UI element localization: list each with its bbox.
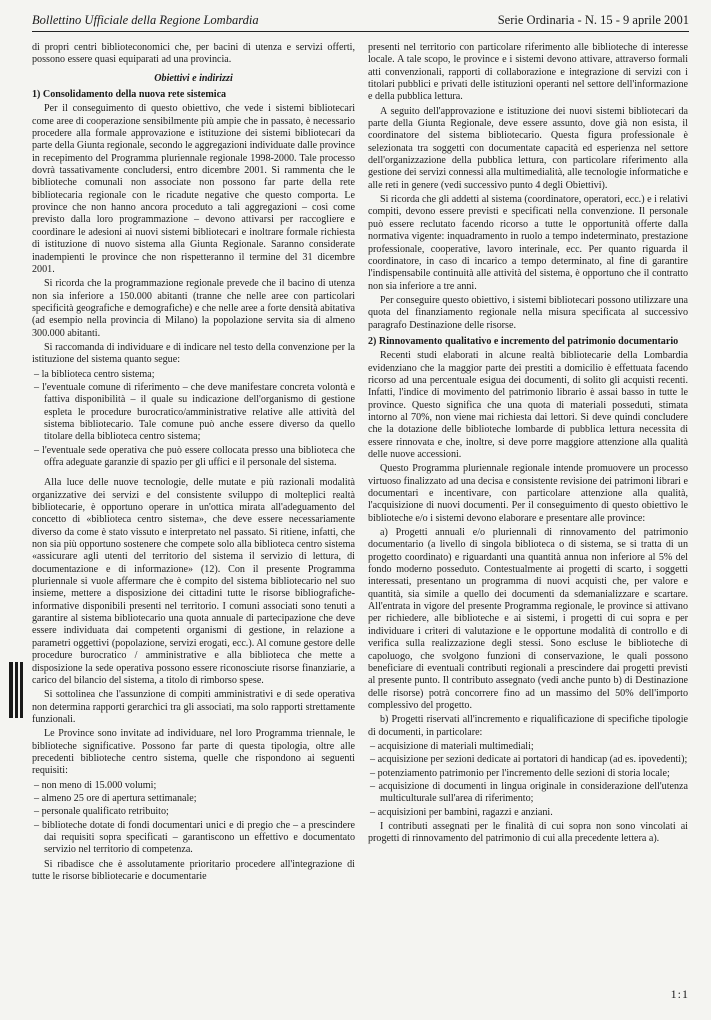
requirements-list bbox=[32, 780, 355, 857]
publication-title: Bollettino Ufficiale della Regione Lombardia bbox=[32, 13, 259, 27]
list-item: – acquisizione di materiali multimediali; bbox=[368, 741, 688, 753]
header-rule bbox=[32, 31, 689, 32]
paragraph: Si ricorda che la programmazione regionale prevede che il bacino di utenza non sia inferiore a 150.000 abitanti (tranne che nelle aree con particolari specificità geografiche e demografiche) e che nelle aree a forte densità abitativa (ad esempio nella provincia di Milano) la popolazione servita sia di almeno 300.000 abitanti. bbox=[32, 278, 355, 339]
list-item: – acquisizione per sezioni dedicate ai portatori di handicap (ad es. ipovedenti); bbox=[368, 754, 688, 766]
convention-list bbox=[32, 369, 355, 470]
list-item: – la biblioteca centro sistema; bbox=[32, 369, 355, 381]
section-heading: 1) Consolidamento della nuova rete sistemica bbox=[32, 89, 227, 101]
list-item: – l'eventuale sede operativa che può essere collocata presso una biblioteca che offra adeguate garanzie di spazio per gli uffici e il personale del sistema. bbox=[32, 445, 355, 470]
paragraph: Per il conseguimento di questo obiettivo, che vede i sistemi bibliotecari come aree di cooperazione sensibilmente più ampie che in passato, è necessario procedere alla formale approvazione e istituzione dei sistemi bibliotecari da parte della Giunta regionale, secondo le aggregazioni individuate dalle province in recepimento del Programma pluriennale regionale 1998-2000. Tale processo dovrà tassativamente concludersi, entro dicembre 2001. Si rammenta che le biblioteche comunali non associate non possono far parte della rete bibliotecaria regionale con le ricadute negative che questo comporta. Le province che non hanno ancora proceduto a tali aggregazioni – così come previsto dalla loro programmazione – devono attivarsi per raccogliere e coordinare le adesioni ai nuovi sistemi bibliotecari e inoltrare formale richiesta di istituzione di nuovo sistema alla Giunta Regionale. Saranno considerate inadempienti le province che non rispetteranno il termine del 31 dicembre 2001. bbox=[32, 103, 355, 275]
page-header bbox=[32, 10, 689, 32]
list-item: – acquisizione di documenti in lingua originale in considerazione dell'utenza multiculturale sull'area di riferimento; bbox=[368, 781, 688, 806]
list-item: – biblioteche dotate di fondi documentari unici e di pregio che – a prescindere dai requisiti sopra specificati – garantiscono un effettivo e documentato servizio nel territorio di competenza. bbox=[32, 820, 355, 857]
paragraph: A seguito dell'approvazione e istituzione dei nuovi sistemi bibliotecari da parte della Giunta Regionale, deve essere assunto, dove già non esista, il coordinatore del sistema bibliotecario. Questa figura professionale è selezionata tra soggetti con documentate capacità ed esperienza nel settore dell'organizzazione della pubblica lettura, con particolare riferimento alla gestione dei servizi connessi alla multimedialità, alle tecnologie informatiche e alle reti in genere (vedi successivo punto 4 degli Obiettivi). bbox=[368, 105, 688, 191]
list-item: – l'eventuale comune di riferimento – che deve manifestare concreta volontà e fattiva disponibilità – il quale su indicazione dell'organismo di gestione espleta le procedure burocratico/amministrative relative alle attività del sistema bibliotecario. Tale comune può anche essere diverso da quello titolare della biblioteca centro sistema; bbox=[32, 382, 355, 444]
paragraph: Si raccomanda di individuare e di indicare nel testo della convenzione per la istituzione del sistema quanto segue: bbox=[32, 341, 355, 366]
list-item: – almeno 25 ore di apertura settimanale; bbox=[32, 793, 355, 805]
section-subtitle: Obiettivi e indirizzi bbox=[154, 72, 233, 84]
section-heading: 2) Rinnovamento qualitativo e incremento del patrimonio documentario bbox=[368, 335, 679, 347]
paragraph: Recenti studi elaborati in alcune realtà bibliotecarie della Lombardia evidenziano che la maggior parte dei prestiti a domicilio è effettuata facendo ricorso ad una percentuale esigua dei documenti, di solito gli acquisti recenti. Infatti, l'indice di movimento del patrimonio librario è assai basso in tutte le province. Questo significa che una quota di materiali posseduti, stimata intorno al 70%, non viene mai richiesta dai lettori. Si deve quindi concludere che la dotazione delle biblioteche lombarde di pubblica lettura necessita di essere rinnovata e che, inoltre, si deve porre maggiore attenzione alla qualità delle nuove accessioni. bbox=[368, 350, 688, 460]
paragraph: presenti nel territorio con particolare riferimento alle biblioteche di interesse locale. A tale scopo, le province e i sistemi devono attivare, attraverso formali atti convenzionali, rapporti di collaborazione e integrazione di servizi con i titolari pubblici e privati delle istituzioni operanti nel settore dell'informazione e della pubblica lettura. bbox=[368, 42, 688, 103]
paragraph: Si ribadisce che è assolutamente prioritario procedere all'integrazione di tutte le risorse bibliotecarie e documentarie bbox=[32, 858, 355, 882]
list-item: – acquisizioni per bambini, ragazzi e anziani. bbox=[368, 807, 688, 819]
paragraph: di propri centri biblioteconomici che, per bacini di utenza e servizi offerti, possono essere quasi equiparati ad una provincia. bbox=[32, 42, 355, 66]
page-number: 1:1 bbox=[670, 987, 689, 1001]
paragraph-item-b: b) Progetti riservati all'incremento e riqualificazione di specifiche tipologie di documenti, in particolare: bbox=[368, 714, 688, 738]
paragraph: Per conseguire questo obiettivo, i sistemi bibliotecari possono utilizzare una quota del finanziamento regionale nella misura specificata al successivo paragrafo Destinazione delle risorse. bbox=[368, 294, 688, 331]
left-column bbox=[32, 42, 355, 885]
list-item: – potenziamento patrimonio per l'incremento delle sezioni di storia locale; bbox=[368, 768, 688, 780]
right-column bbox=[368, 42, 688, 848]
issue-info: Serie Ordinaria - N. 15 - 9 aprile 2001 bbox=[497, 13, 689, 27]
list-item: – non meno di 15.000 volumi; bbox=[32, 780, 355, 792]
paragraph: Si ricorda che gli addetti al sistema (coordinatore, operatori, ecc.) e i relativi compiti, devono essere previsti e specificati nella convenzione. Il personale può essere reclutato facendo ricorso a tutte le opportunità offerte dalla normativa vigente: inquadramento in ruolo a tempo indeterminato, prestazione professionale, cooperative, lavoro interinale, ecc. Per quanto riguarda il coordinatore, in caso di incarico a tempo determinato, al fine di garantire l'indispensabile continuità alle attività del sistema, è opportuno che il contratto non sia inferiore a tre anni. bbox=[368, 194, 689, 292]
paragraph: Questo Programma pluriennale regionale intende promuovere un processo virtuoso finalizzato ad una decisa e consistente revisione dei patrimoni librari e documentari e incentivare, con particolare attenzione alla qualità, l'acquisizione di nuovi documenti. Per il conseguimento di questo obiettivo le biblioteche e/o i sistemi devono elaborare e presentare alle province: bbox=[368, 463, 688, 524]
paragraph: Alla luce delle nuove tecnologie, delle mutate e più razionali modalità organizzative dei servizi e del consistente sviluppo di molteplici realtà bibliotecarie, è opportuno operare in un'ottica mirata all'adeguamento del concetto di «biblioteca centro sistema», che deve essere necessariamente diverso da come è stato vissuto e interpretato nel passato. Si ritiene, infatti, che non sia più opportuno sostenere che compete solo alla biblioteca centro sistema «assicurare agli utenti del territorio del sistema il servizio di lettura, di documentazione e di informazione» (12). Con il presente Programma pluriennale si vuole affermare che è compito del sistema bibliotecario nel suo insieme, mettere a disposizione dei cittadini tutte le risorse bibliografiche-informative disponibili presenti nel territorio. I comuni associati sono tenuti a garantire al sistema bibliotecario una quota annuale di partecipazione che deve essere individuata dai competenti organismi di gestione, in relazione a parametri oggettivi (popolazione, servizi erogati, ecc.). Al comune gestore delle procedure burocratico / amministrative e alla biblioteca che mette a disposizione la sede operativa possono essere riconosciute risorse finanziarie, a carico del bilancio del sistema, a titolo di rimborso spese. bbox=[32, 477, 355, 686]
paragraph: Si sottolinea che l'assunzione di compiti amministrativi e di sede operativa non determina rapporti gerarchici tra gli associati, ma solo rapporti strettamente funzionali. bbox=[32, 689, 355, 725]
paragraph: I contributi assegnati per le finalità di cui sopra non sono vincolati ai progetti di rinnovamento del patrimonio di cui alla precedente lettera a). bbox=[368, 820, 688, 845]
list-item: – personale qualificato retribuito; bbox=[32, 806, 355, 818]
paragraph-item-a: a) Progetti annuali e/o pluriennali di rinnovamento del patrimonio documentario (a livello di singola biblioteca o di sistema, se si tratta di un progetto coordinato) e riguardanti una quantità annua non inferiore al 5% del fondo moderno posseduto. Contestualmente ai progetti di scarto, i soggetti interessati, presentano un programma di nuovi acquisti che, per valore e quantità, sia simile a quello dei documenti da sdemanializzare e scartare. All'entrata in vigore del presente Programma regionale, le province si attivano per richiedere, alle biblioteche e ai sistemi, i progetti di cui sopra e per individuare i criteri di valutazione e le opportune modalità di controllo e di verifica sulla realizzazione degli stessi. Sono escluse le biblioteche di capoluogo, che svolgono funzioni di conservazione, le quali possono beneficiare di eventuali contributi regionali a prescindere dai progetti previsti al presente punto. Il contributo assegnato (vedi anche punto b) di Destinazione delle risorse) potrà concorrere fino ad un massimo del 50% dell'importo complessivo del progetto. bbox=[368, 527, 688, 711]
margin-scan-marks bbox=[9, 662, 25, 718]
document-types-list bbox=[368, 741, 688, 819]
paragraph: Le Province sono invitate ad individuare, nel loro Programma triennale, le biblioteche significative. Possono far parte di questa tipologia, oltre alle precedenti biblioteche centro sistema, quelle che rispondono ai seguenti requisiti: bbox=[32, 728, 355, 777]
